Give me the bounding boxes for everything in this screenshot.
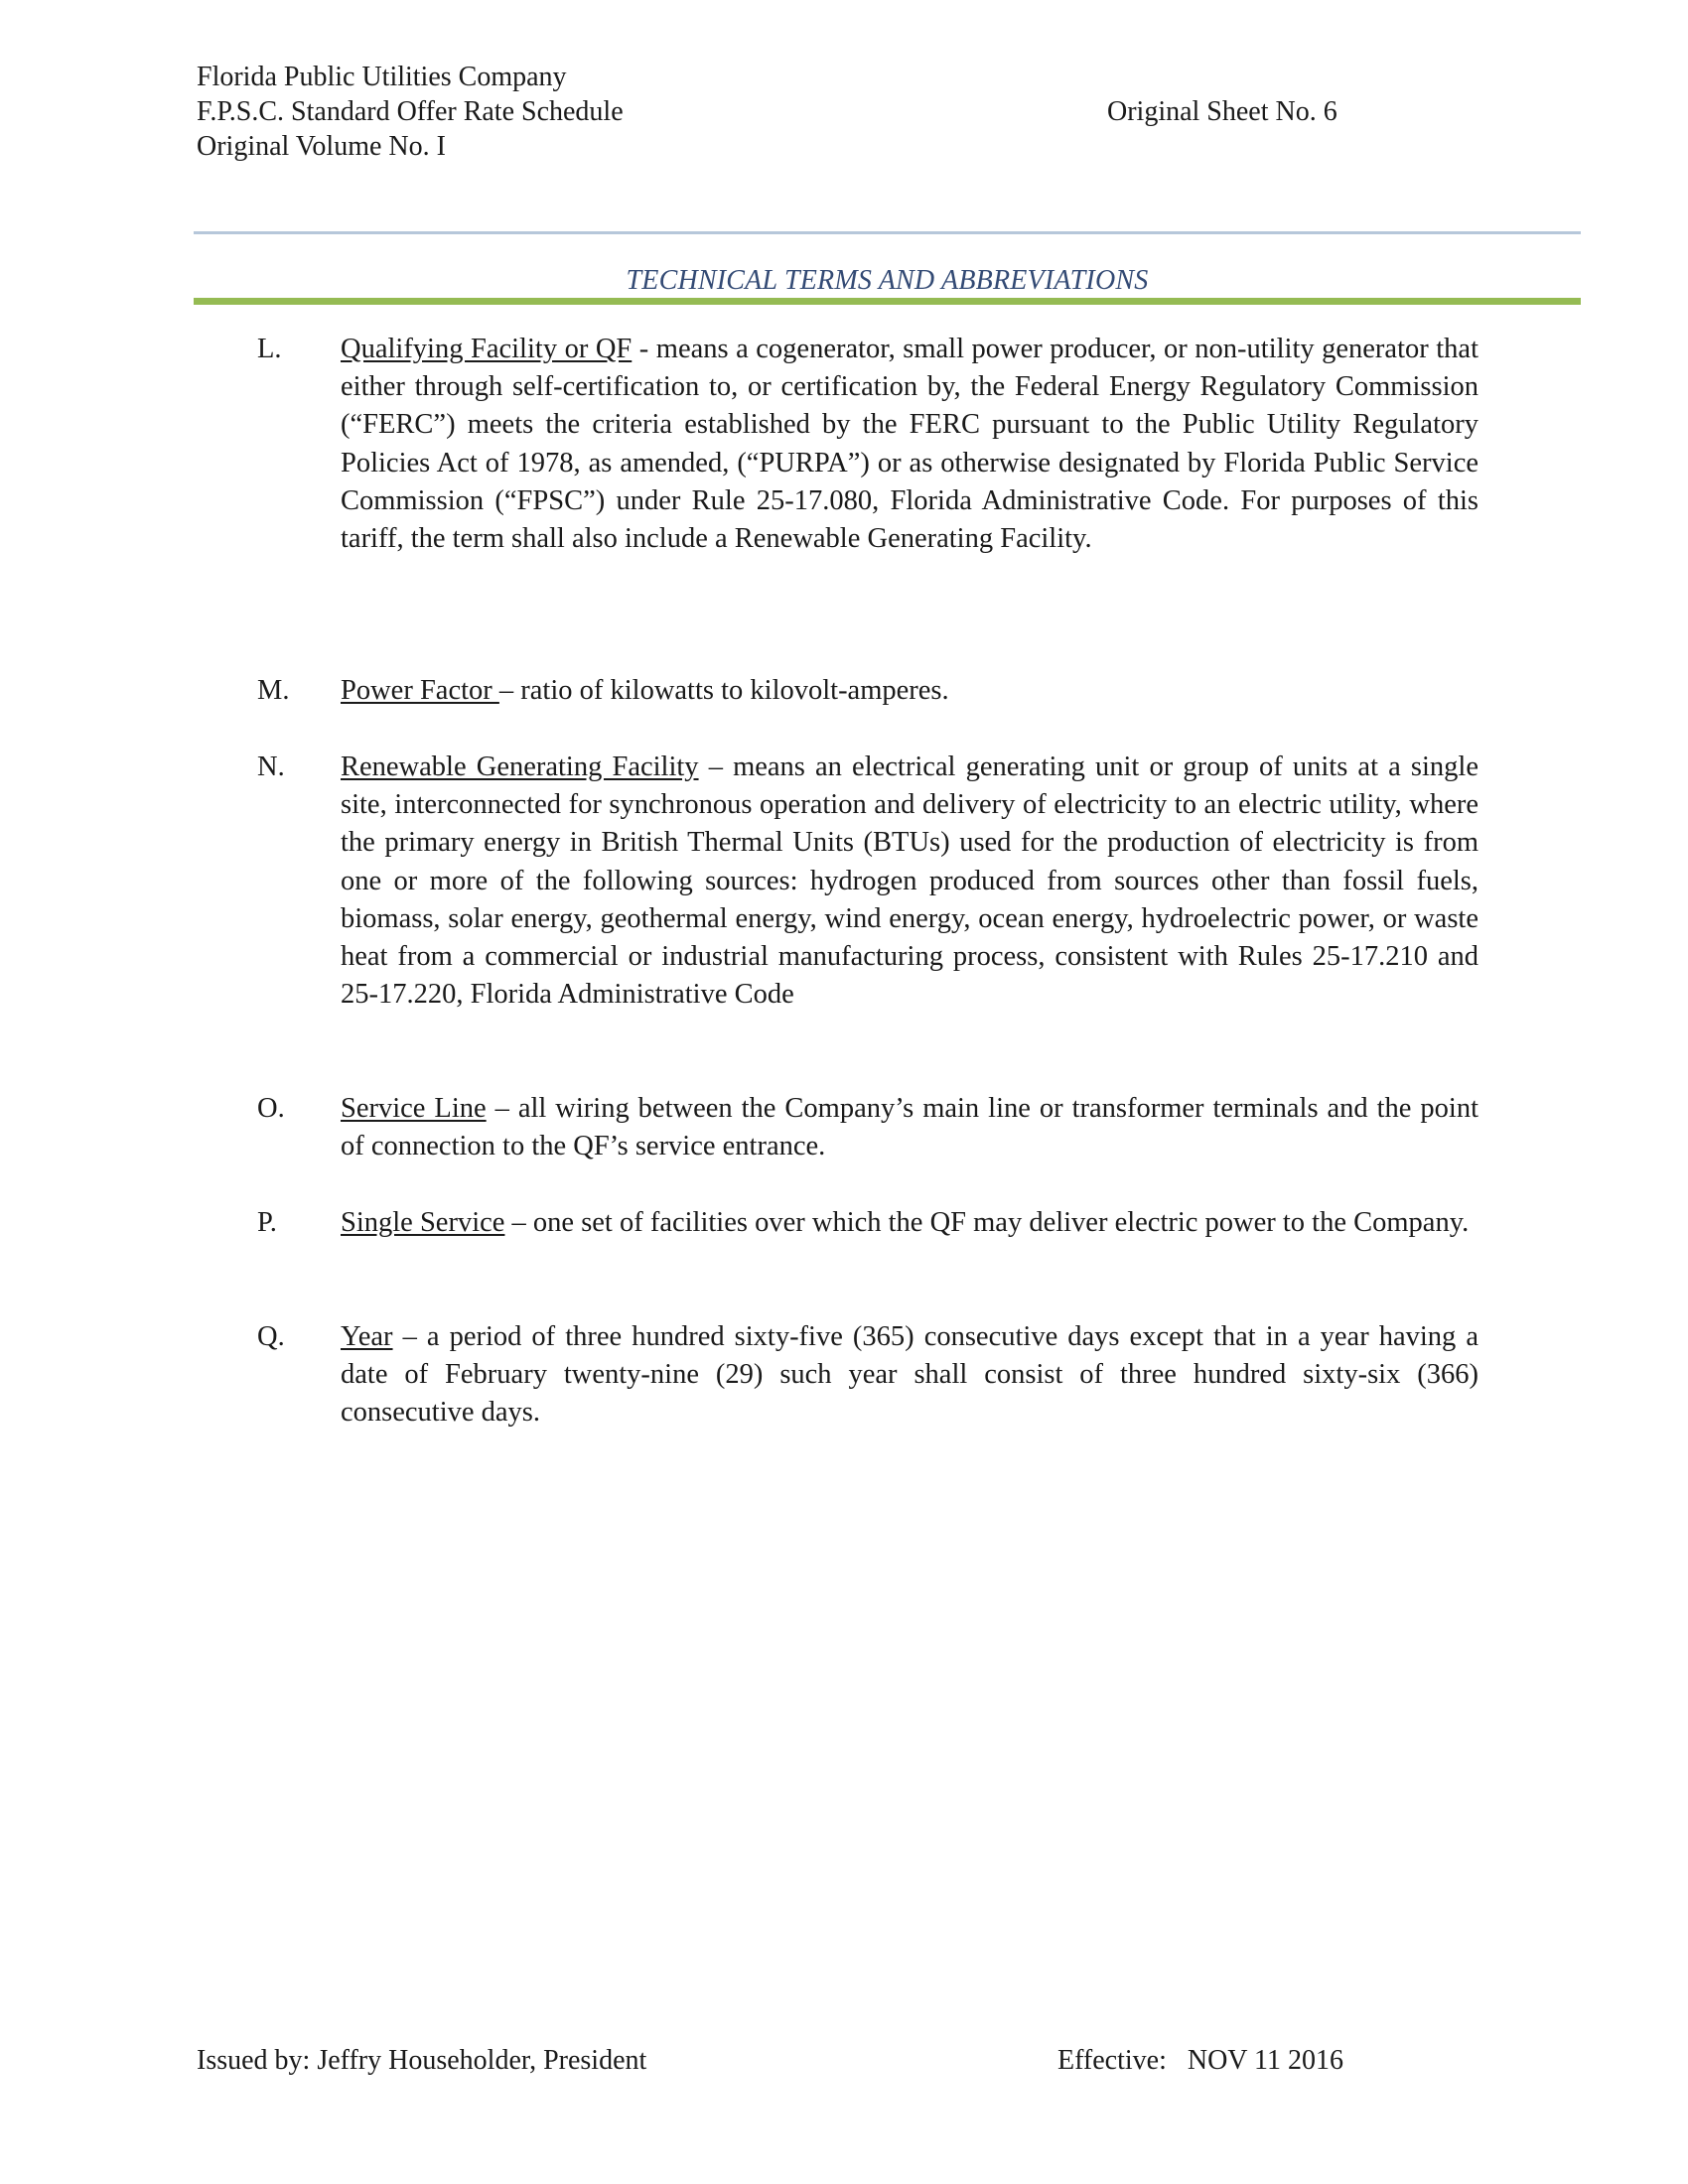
issued-by: Issued by: Jeffry Householder, President <box>197 2045 647 2076</box>
definition-item-o <box>257 1090 1478 1165</box>
definition-term: Power Factor <box>341 675 499 706</box>
definition-text: – ratio of kilowatts to kilovolt-amperes. <box>498 675 949 706</box>
effective-date: Effective: NOV 11 2016 <box>1057 2045 1343 2076</box>
definition-body <box>341 331 1478 558</box>
definition-text: – a period of three hundred sixty-five (365) consecutive days except that in a year having a date of February twenty-nine (29) such year shall consist of three hundred sixty-six (366) consecutive days. <box>341 1321 1478 1429</box>
definition-body <box>341 1090 1478 1165</box>
definition-letter: M. <box>257 675 290 706</box>
definition-letter: O. <box>257 1093 285 1124</box>
definition-text: – one set of facilities over which the QF may deliver electric power to the Company. <box>504 1207 1470 1238</box>
definition-text: – means an electrical generating unit or group of units at a single site, interconnected for synchronous operation and delivery of electricity to an electric utility, where the primary energy in British Thermal Units (BTUs) used for the production of electricity is from one or more of the following sources: hydrogen produced from sources other than fossil fuels, biomass, solar energy, geothermal energy, wind energy, ocean energy, hydroelectric power, or waste heat from a commercial or industrial manufacturing process, consistent with Rules 25-17.210 and 25-17.220, Florida Administrative Code <box>341 751 1478 1011</box>
definition-term: Single Service <box>341 1207 505 1238</box>
definition-body <box>341 1204 1478 1242</box>
definition-term: Year <box>341 1321 393 1352</box>
definition-letter: P. <box>257 1207 277 1238</box>
rate-schedule-name: F.P.S.C. Standard Offer Rate Schedule <box>197 96 624 127</box>
definition-term: Qualifying Facility or QF <box>341 334 633 364</box>
definition-text: - means a cogenerator, small power producer, or non-utility generator that either through self-certification to, or certification by, the Federal Energy Regulatory Commission (“FERC”) meets the criteria established by the FERC pursuant to the Public Utility Regulatory Policies Act of 1978, as amended, (“PURPA”) or as otherwise designated by Florida Public Service Commission (“FPSC”) under Rule 25-17.080, Florida Administrative Code. For purposes of this tariff, the term shall also include a Renewable Generating Facility. <box>341 334 1478 555</box>
sheet-number: Original Sheet No. 6 <box>1107 96 1337 127</box>
section-title: TECHNICAL TERMS AND ABBREVIATIONS <box>626 265 1149 296</box>
definition-letter: Q. <box>257 1321 285 1352</box>
definition-body <box>341 672 1478 710</box>
definition-body <box>341 749 1478 1014</box>
definition-item-q <box>257 1318 1478 1433</box>
definition-term: Service Line <box>341 1093 487 1124</box>
section-title-underline <box>194 298 1581 305</box>
definition-letter: L. <box>257 334 282 364</box>
document-header <box>197 60 624 164</box>
definition-item-n <box>257 749 1478 1014</box>
definition-text: – all wiring between the Company’s main line or transformer terminals and the point of connection to the QF’s service entrance. <box>341 1093 1478 1162</box>
definition-body <box>341 1318 1478 1433</box>
header-divider <box>194 231 1581 234</box>
definition-term: Renewable Generating Facility <box>341 751 699 782</box>
volume-number: Original Volume No. I <box>197 131 446 162</box>
definition-letter: N. <box>257 751 285 782</box>
definition-item-l <box>257 331 1478 558</box>
company-name: Florida Public Utilities Company <box>197 62 567 92</box>
definition-item-p <box>257 1204 1478 1242</box>
definition-item-m <box>257 672 1478 710</box>
